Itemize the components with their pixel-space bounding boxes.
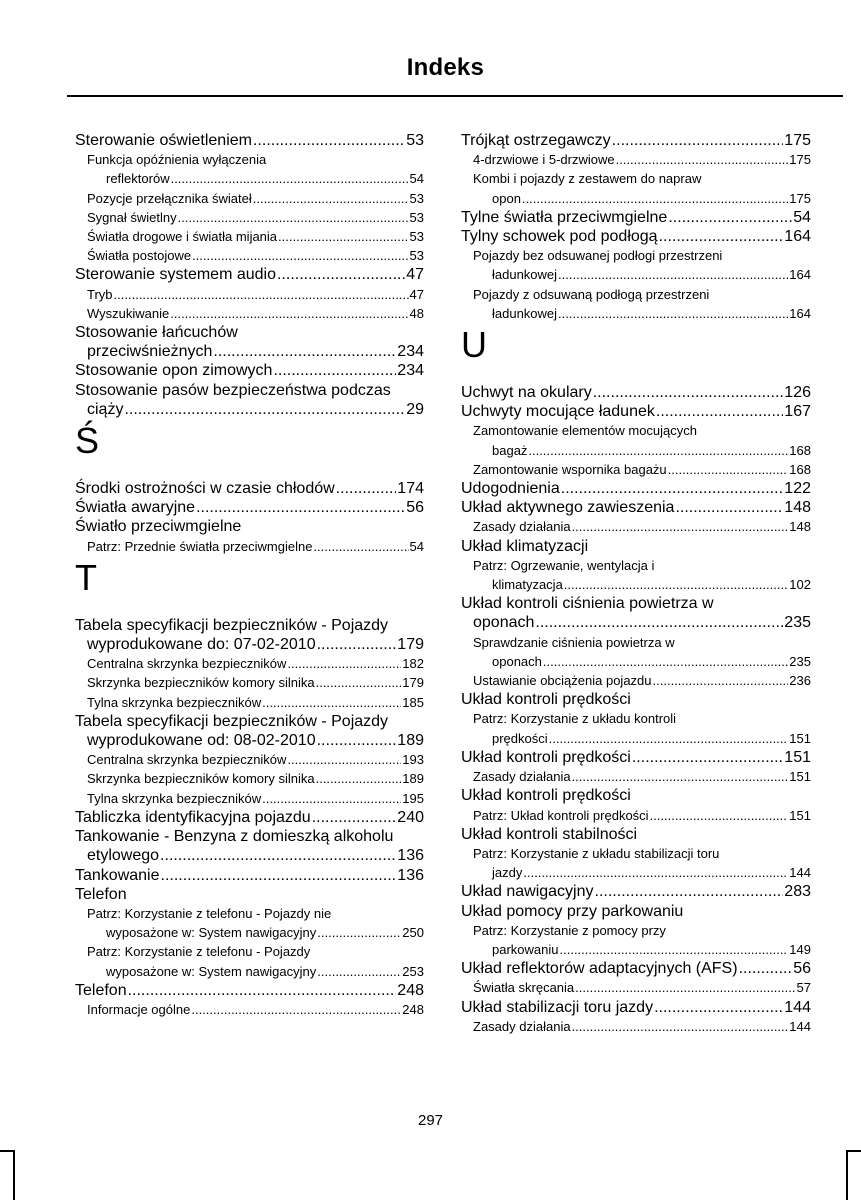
index-entry[interactable] <box>461 383 811 402</box>
index-subentry[interactable] <box>75 537 424 556</box>
dot-leader <box>191 1000 401 1019</box>
entry-page-number: 240 <box>397 808 424 826</box>
entry-label: klimatyzacja <box>492 577 563 593</box>
index-entry-heading: Układ kontroli prędkości <box>461 691 631 709</box>
entry-page-number: 175 <box>789 152 811 168</box>
index-entry-heading: Światło przeciwmgielne <box>75 518 242 536</box>
dot-leader <box>656 402 783 421</box>
entry-page-number: 193 <box>402 752 424 768</box>
dot-leader <box>668 208 792 227</box>
entry-label: Skrzynka bezpieczników komory silnika <box>87 771 315 787</box>
dot-leader <box>170 304 408 323</box>
entry-page-number: 53 <box>409 190 424 206</box>
dot-leader <box>561 479 784 498</box>
index-entry[interactable] <box>75 808 424 827</box>
entry-page-number: 149 <box>789 941 811 957</box>
entry-page-number: 54 <box>793 208 811 226</box>
entry-page-number: 179 <box>402 675 424 691</box>
index-subentry[interactable] <box>461 767 811 786</box>
index-subentry[interactable] <box>461 863 811 882</box>
index-subentry[interactable] <box>75 769 424 788</box>
dot-leader <box>287 654 401 673</box>
entry-label: Układ aktywnego zawieszenia <box>461 499 675 517</box>
entry-label: przeciwśnieżnych <box>87 343 213 361</box>
dot-leader <box>528 441 788 460</box>
index-entry[interactable] <box>461 208 811 227</box>
index-entry-heading: Tabela specyfikacji bezpieczników - Pojazdy <box>75 616 389 634</box>
entry-page-number: 148 <box>784 499 811 517</box>
entry-label: Wyszukiwanie <box>87 305 170 321</box>
entry-page-number: 234 <box>397 343 424 361</box>
entry-page-number: 250 <box>402 925 424 941</box>
entry-label: Tylne światła przeciwmgielne <box>461 208 668 226</box>
dot-leader <box>535 613 783 632</box>
entry-page-number: 144 <box>789 1018 811 1034</box>
index-subentry-heading: Patrz: Korzystanie z układu stabilizacji toru <box>473 845 720 861</box>
entry-page-number: 151 <box>784 748 811 766</box>
index-subentry[interactable] <box>75 285 424 304</box>
entry-page-number: 48 <box>409 305 424 321</box>
crop-mark <box>848 1150 861 1152</box>
entry-label: Zamontowanie wspornika bagażu <box>473 461 667 477</box>
entry-page-number: 54 <box>409 538 424 554</box>
entry-page-number: 47 <box>406 266 424 284</box>
entry-label: Pozycje przełącznika świateł <box>87 190 252 206</box>
index-entry[interactable] <box>75 400 424 419</box>
index-subentry[interactable] <box>75 693 424 712</box>
dot-leader <box>316 673 402 692</box>
index-column-right <box>461 131 811 1036</box>
entry-page-number: 136 <box>397 847 424 865</box>
dot-leader <box>128 981 397 1000</box>
index-subentry[interactable] <box>75 1000 424 1019</box>
entry-label: Światła awaryjne <box>75 499 196 517</box>
index-entry[interactable] <box>75 361 424 380</box>
index-entry[interactable] <box>75 981 424 1000</box>
index-subentry-heading: Zamontowanie elementów mocujących <box>473 423 697 439</box>
index-entry[interactable] <box>75 479 424 498</box>
index-entry-heading: Układ kontroli prędkości <box>461 787 631 805</box>
index-entry[interactable] <box>461 748 811 767</box>
index-section-letter: T <box>75 556 97 598</box>
entry-page-number: 236 <box>789 673 811 689</box>
index-entry[interactable] <box>461 479 811 498</box>
index-subentry[interactable] <box>461 460 811 479</box>
index-subentry[interactable] <box>75 189 424 208</box>
entry-page-number: 248 <box>397 981 424 999</box>
entry-page-number: 234 <box>397 362 424 380</box>
dot-leader <box>560 940 789 959</box>
entry-page-number: 179 <box>397 636 424 654</box>
index-subentry-heading: Patrz: Ogrzewanie, wentylacja i <box>473 557 655 573</box>
entry-page-number: 253 <box>402 963 424 979</box>
entry-label: 4-drzwiowe i 5-drzwiowe <box>473 152 615 168</box>
entry-page-number: 167 <box>784 403 811 421</box>
entry-label: Światła drogowe i światła mijania <box>87 229 278 245</box>
entry-page-number: 283 <box>784 883 811 901</box>
entry-label: wyposażone w: System nawigacyjny <box>106 925 317 941</box>
index-subentry-heading: Funkcja opóźnienia wyłączenia <box>87 152 267 168</box>
index-subentry[interactable] <box>75 673 424 692</box>
entry-label: ładunkowej <box>492 305 558 321</box>
entry-page-number: 164 <box>789 305 811 321</box>
entry-page-number: 56 <box>793 960 811 978</box>
index-subentry-heading: Patrz: Korzystanie z telefonu - Pojazdy nie <box>87 905 332 921</box>
dot-leader <box>114 285 409 304</box>
index-subentry[interactable] <box>461 806 811 825</box>
entry-page-number: 235 <box>789 653 811 669</box>
dot-leader <box>262 789 401 808</box>
index-section-letter: Ś <box>75 420 100 462</box>
page-title: Indeks <box>406 54 484 81</box>
index-entry[interactable] <box>75 498 424 517</box>
entry-page-number: 57 <box>796 980 811 996</box>
entry-page-number: 182 <box>402 656 424 672</box>
index-subentry[interactable] <box>75 304 424 323</box>
dot-leader <box>668 460 789 479</box>
entry-page-number: 151 <box>789 769 811 785</box>
dot-leader <box>178 208 409 227</box>
entry-label: Układ nawigacyjny <box>461 883 594 901</box>
dot-leader <box>317 923 401 942</box>
dot-leader <box>171 169 409 188</box>
dot-leader <box>575 978 795 997</box>
dot-leader <box>124 400 405 419</box>
entry-label: Sygnał świetlny <box>87 209 177 225</box>
entry-page-number: 151 <box>789 807 811 823</box>
index-entry-heading: Tabela specyfikacji bezpieczników - Pojazdy <box>75 712 389 730</box>
entry-page-number: 53 <box>406 132 424 149</box>
dot-leader <box>253 131 405 150</box>
dot-leader <box>675 498 783 517</box>
entry-label: Uchwyty mocujące ładunek <box>461 403 655 421</box>
index-entry[interactable] <box>75 131 424 150</box>
index-column-left <box>75 131 424 1019</box>
dot-leader <box>564 575 789 594</box>
entry-label: Środki ostrożności w czasie chłodów <box>75 480 335 498</box>
entry-label: Patrz: Przednie światła przeciwmgielne <box>87 538 313 554</box>
entry-page-number: 235 <box>784 614 811 632</box>
dot-leader <box>654 998 783 1017</box>
entry-page-number: 29 <box>406 400 424 418</box>
entry-page-number: 164 <box>789 267 811 283</box>
index-subentry[interactable] <box>461 304 811 323</box>
entry-label: opon <box>492 190 521 206</box>
index-subentry-heading: Kombi i pojazdy z zestawem do napraw <box>473 171 702 187</box>
dot-leader <box>593 383 784 402</box>
index-subentry[interactable] <box>461 189 811 208</box>
index-entry[interactable] <box>461 227 811 246</box>
dot-leader <box>336 479 397 498</box>
index-subentry[interactable] <box>75 169 424 188</box>
entry-label: Centralna skrzynka bezpieczników <box>87 656 287 672</box>
dot-leader <box>595 882 784 901</box>
entry-label: Trójkąt ostrzegawczy <box>461 132 611 149</box>
dot-leader <box>650 806 789 825</box>
index-subentry[interactable] <box>75 923 424 942</box>
dot-leader <box>161 866 397 885</box>
entry-label: ciąży <box>87 400 124 418</box>
entry-label: Stosowanie opon zimowych <box>75 362 273 380</box>
index-entry[interactable] <box>461 998 811 1017</box>
index-entry[interactable] <box>75 635 424 654</box>
entry-label: reflektorów <box>106 171 170 187</box>
entry-page-number: 248 <box>402 1001 424 1017</box>
index-subentry-heading: Pojazdy z odsuwaną podłogą przestrzeni <box>473 286 710 302</box>
entry-page-number: 56 <box>406 499 424 517</box>
index-subentry[interactable] <box>75 654 424 673</box>
entry-page-number: 144 <box>784 998 811 1016</box>
entry-label: Światła skręcania <box>473 980 575 996</box>
entry-label: Ustawianie obciążenia pojazdu <box>473 673 652 689</box>
index-entry[interactable] <box>75 866 424 885</box>
index-entry-heading: Stosowanie łańcuchów <box>75 324 238 342</box>
index-subentry[interactable] <box>461 652 811 671</box>
entry-page-number: 164 <box>784 228 811 246</box>
entry-page-number: 185 <box>402 694 424 710</box>
index-subentry[interactable] <box>461 940 811 959</box>
entry-label: oponach <box>473 614 535 632</box>
entry-label: Tylny schowek pod podłogą <box>461 228 658 246</box>
index-entry-heading: Stosowanie pasów bezpieczeństwa podczas <box>75 381 391 399</box>
crop-mark <box>846 1150 848 1200</box>
entry-label: Tabliczka identyfikacyjna pojazdu <box>75 808 311 826</box>
dot-leader <box>317 635 397 654</box>
index-subentry[interactable] <box>461 978 811 997</box>
entry-label: etylowego <box>87 847 160 865</box>
entry-page-number: 168 <box>789 442 811 458</box>
dot-leader <box>312 808 397 827</box>
entry-page-number: 136 <box>397 866 424 884</box>
dot-leader <box>287 750 401 769</box>
dot-leader <box>313 537 408 556</box>
entry-label: Tylna skrzynka bezpieczników <box>87 694 262 710</box>
dot-leader <box>632 748 783 767</box>
entry-label: ładunkowej <box>492 267 558 283</box>
page-number: 297 <box>417 1112 444 1129</box>
entry-page-number: 47 <box>409 286 424 302</box>
entry-page-number: 168 <box>789 461 811 477</box>
entry-label: Układ stabilizacji toru jazdy <box>461 998 654 1016</box>
entry-label: Telefon <box>75 981 127 999</box>
entry-page-number: 53 <box>409 209 424 225</box>
dot-leader <box>543 652 788 671</box>
entry-label: jazdy <box>492 865 523 881</box>
dot-leader <box>739 959 793 978</box>
index-entry[interactable] <box>461 613 811 632</box>
dot-leader <box>616 150 789 169</box>
index-subentry[interactable] <box>461 441 811 460</box>
entry-label: Układ reflektorów adaptacyjnych (AFS) <box>461 960 738 978</box>
entry-label: Zasady działania <box>473 1018 571 1034</box>
index-subentry[interactable] <box>75 246 424 265</box>
index-entry-heading: Układ kontroli ciśnienia powietrza w <box>461 595 714 613</box>
index-subentry[interactable] <box>75 789 424 808</box>
entry-label: Światła postojowe <box>87 248 192 264</box>
dot-leader <box>253 189 409 208</box>
entry-page-number: 54 <box>409 171 424 187</box>
entry-page-number: 122 <box>784 480 811 498</box>
index-subentry[interactable] <box>75 962 424 981</box>
dot-leader <box>160 846 396 865</box>
entry-label: Zasady działania <box>473 769 571 785</box>
index-entry-heading: Tankowanie - Benzyna z domieszką alkoholu <box>75 828 394 846</box>
entry-label: Układ kontroli prędkości <box>461 748 631 766</box>
entry-label: Udogodnienia <box>461 480 560 498</box>
entry-label: wyposażone w: System nawigacyjny <box>106 963 317 979</box>
entry-page-number: 175 <box>784 132 811 149</box>
dot-leader <box>558 304 788 323</box>
index-subentry-heading: Patrz: Korzystanie z telefonu - Pojazdy <box>87 944 311 960</box>
entry-label: parkowaniu <box>492 941 559 957</box>
dot-leader <box>558 265 788 284</box>
index-entry[interactable] <box>461 402 811 421</box>
entry-label: Tankowanie <box>75 866 160 884</box>
dot-leader <box>196 498 405 517</box>
index-subentry[interactable] <box>461 575 811 594</box>
dot-leader <box>612 131 784 150</box>
index-entry-heading: Układ kontroli stabilności <box>461 825 638 843</box>
dot-leader <box>317 962 401 981</box>
entry-page-number: 102 <box>789 577 811 593</box>
index-entry[interactable] <box>461 498 811 517</box>
index-subentry-heading: Patrz: Korzystanie z układu kontroli <box>473 711 677 727</box>
header-rule <box>67 95 843 97</box>
index-entry[interactable] <box>461 131 811 150</box>
index-subentry[interactable] <box>461 671 811 690</box>
entry-label: Informacje ogólne <box>87 1001 191 1017</box>
index-entry-heading: Telefon <box>75 885 127 903</box>
entry-label: oponach <box>492 653 542 669</box>
index-section-letter: U <box>461 324 487 366</box>
index-subentry[interactable] <box>75 208 424 227</box>
index-entry-heading: Układ klimatyzacji <box>461 537 589 555</box>
crop-mark <box>13 1150 15 1200</box>
entry-page-number: 195 <box>402 790 424 806</box>
dot-leader <box>659 227 784 246</box>
crop-mark <box>0 1150 13 1152</box>
dot-leader <box>572 517 789 536</box>
entry-page-number: 189 <box>397 732 424 750</box>
entry-label: Skrzynka bezpieczników komory silnika <box>87 675 315 691</box>
dot-leader <box>262 693 401 712</box>
entry-page-number: 189 <box>402 771 424 787</box>
index-subentry[interactable] <box>461 265 811 284</box>
entry-label: Sterowanie systemem audio <box>75 266 276 284</box>
index-subentry[interactable] <box>461 150 811 169</box>
entry-label: wyprodukowane od: 08-02-2010 <box>87 732 316 750</box>
entry-label: Zasady działania <box>473 519 571 535</box>
index-entry[interactable] <box>75 342 424 361</box>
dot-leader <box>213 342 396 361</box>
entry-label: Centralna skrzynka bezpieczników <box>87 752 287 768</box>
dot-leader <box>273 361 396 380</box>
dot-leader <box>523 863 788 882</box>
index-entry[interactable] <box>461 882 811 901</box>
entry-label: Uchwyt na okulary <box>461 384 592 402</box>
entry-label: Sterowanie oświetleniem <box>75 132 252 149</box>
index-subentry-heading: Patrz: Korzystanie z pomocy przy <box>473 922 666 938</box>
dot-leader <box>549 729 789 748</box>
index-subentry[interactable] <box>75 227 424 246</box>
entry-label: Tylna skrzynka bezpieczników <box>87 790 262 806</box>
index-subentry[interactable] <box>461 517 811 536</box>
index-subentry-heading: Pojazdy bez odsuwanej podłogi przestrzeni <box>473 248 723 264</box>
index-subentry-heading: Sprawdzanie ciśnienia powietrza w <box>473 634 675 650</box>
index-entry[interactable] <box>461 959 811 978</box>
entry-page-number: 126 <box>784 384 811 402</box>
entry-page-number: 53 <box>409 229 424 245</box>
entry-page-number: 144 <box>789 865 811 881</box>
dot-leader <box>317 731 397 750</box>
entry-page-number: 151 <box>789 730 811 746</box>
entry-label: wyprodukowane do: 07-02-2010 <box>87 636 316 654</box>
entry-label: Patrz: Układ kontroli prędkości <box>473 807 649 823</box>
dot-leader <box>277 265 405 284</box>
index-entry-heading: Układ pomocy przy parkowaniu <box>461 902 684 920</box>
index-entry[interactable] <box>75 731 424 750</box>
entry-page-number: 174 <box>397 480 424 498</box>
index-subentry[interactable] <box>461 1017 811 1036</box>
index-entry[interactable] <box>75 846 424 865</box>
dot-leader <box>572 767 789 786</box>
dot-leader <box>522 189 788 208</box>
entry-page-number: 175 <box>789 190 811 206</box>
dot-leader <box>572 1017 789 1036</box>
entry-label: bagaż <box>492 442 528 458</box>
entry-page-number: 53 <box>409 248 424 264</box>
dot-leader <box>653 671 789 690</box>
dot-leader <box>316 769 402 788</box>
entry-page-number: 148 <box>789 519 811 535</box>
index-subentry[interactable] <box>461 729 811 748</box>
dot-leader <box>278 227 409 246</box>
dot-leader <box>192 246 408 265</box>
entry-label: Tryb <box>87 286 113 302</box>
index-subentry[interactable] <box>75 750 424 769</box>
index-entry[interactable] <box>75 265 424 284</box>
entry-label: prędkości <box>492 730 548 746</box>
